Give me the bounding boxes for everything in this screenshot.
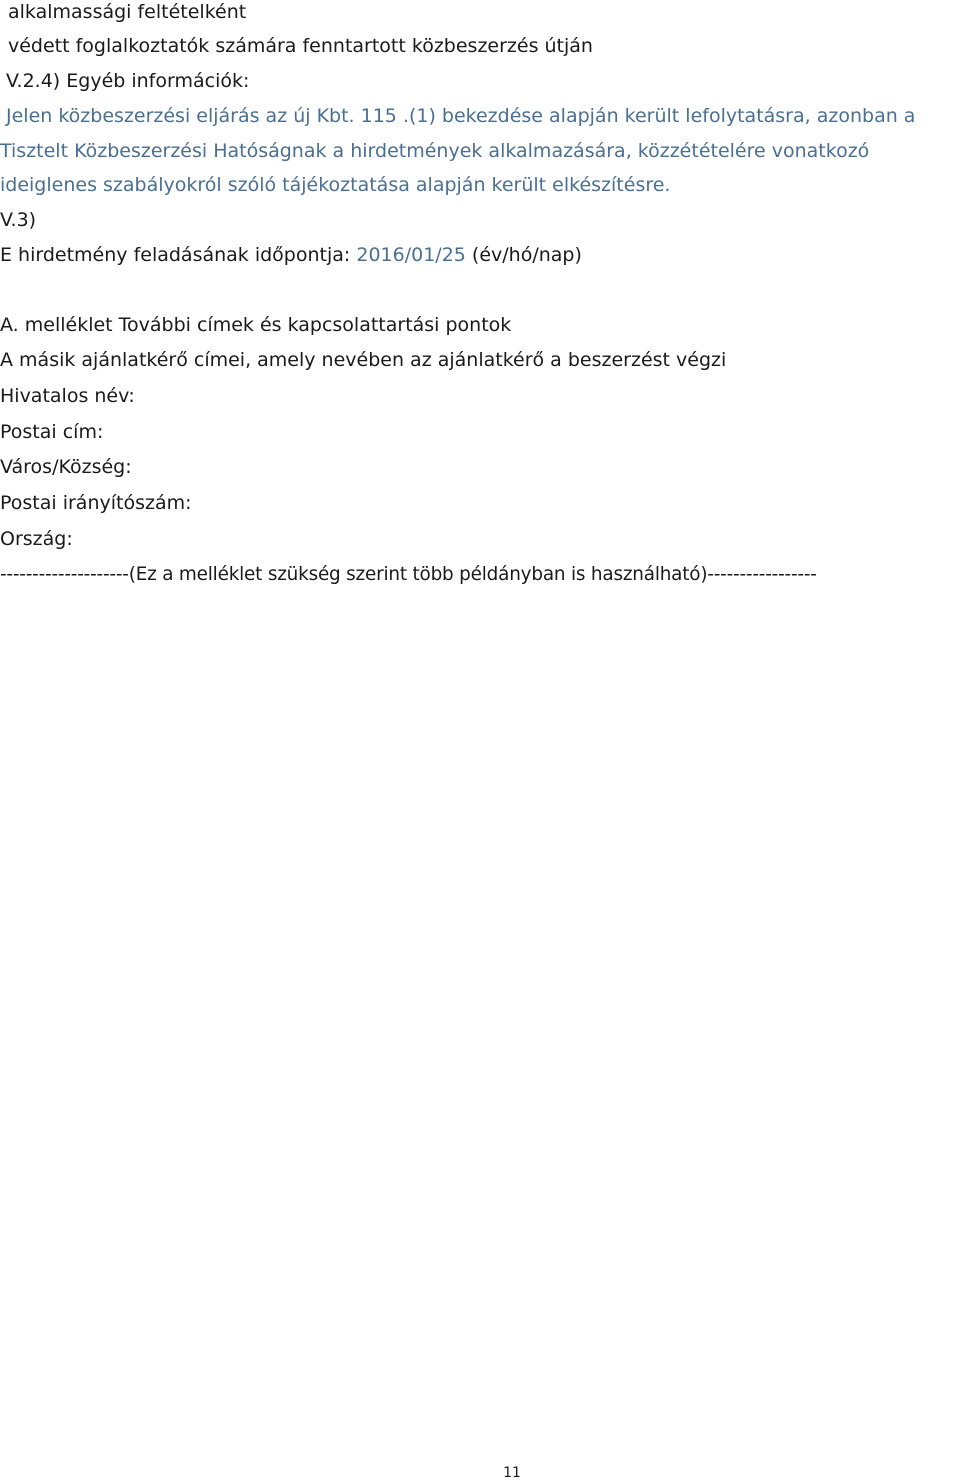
field-postal-address: Postai cím: — [0, 421, 104, 443]
annex-footer-note: --------------------(Ez a melléklet szükség szerint több példányban is használható)----------------- — [0, 564, 817, 585]
reserved-procurement-text: védett foglalkoztatók számára fenntartott közbeszerzés útján — [8, 35, 593, 57]
dispatch-date-row — [0, 243, 582, 267]
field-postal-code: Postai irányítószám: — [0, 492, 192, 514]
page-number: 11 — [503, 1465, 521, 1481]
other-info-line-2: Tisztelt Közbeszerzési Hatóságnak a hirdetmények alkalmazására, közzétételére vonatkozó — [0, 140, 870, 162]
annex-a-subtitle: A másik ajánlatkérő címei, amely nevében az ajánlatkérő a beszerzést végzi — [0, 349, 727, 371]
dispatch-date-format: (év/hó/nap) — [471, 244, 582, 266]
other-info-line-1: Jelen közbeszerzési eljárás az új Kbt. 115 .(1) bekezdése alapján került lefolytatásra, azonban a — [6, 105, 916, 127]
v3-heading: V.3) — [0, 209, 37, 231]
other-info-line-3: ideiglenes szabályokról szóló tájékoztatása alapján került elkészítésre. — [0, 174, 671, 196]
dispatch-date-value: 2016/01/25 — [356, 244, 466, 266]
annex-a-title: A. melléklet További címek és kapcsolattartási pontok — [0, 314, 512, 336]
field-official-name: Hivatalos név: — [0, 385, 135, 407]
other-info-heading: V.2.4) Egyéb információk: — [6, 70, 250, 92]
field-town: Város/Község: — [0, 456, 132, 478]
field-country: Ország: — [0, 528, 73, 550]
dispatch-date-label: E hirdetmény feladásának időpontja: — [0, 244, 351, 266]
condition-label: alkalmassági feltételként — [8, 1, 247, 23]
